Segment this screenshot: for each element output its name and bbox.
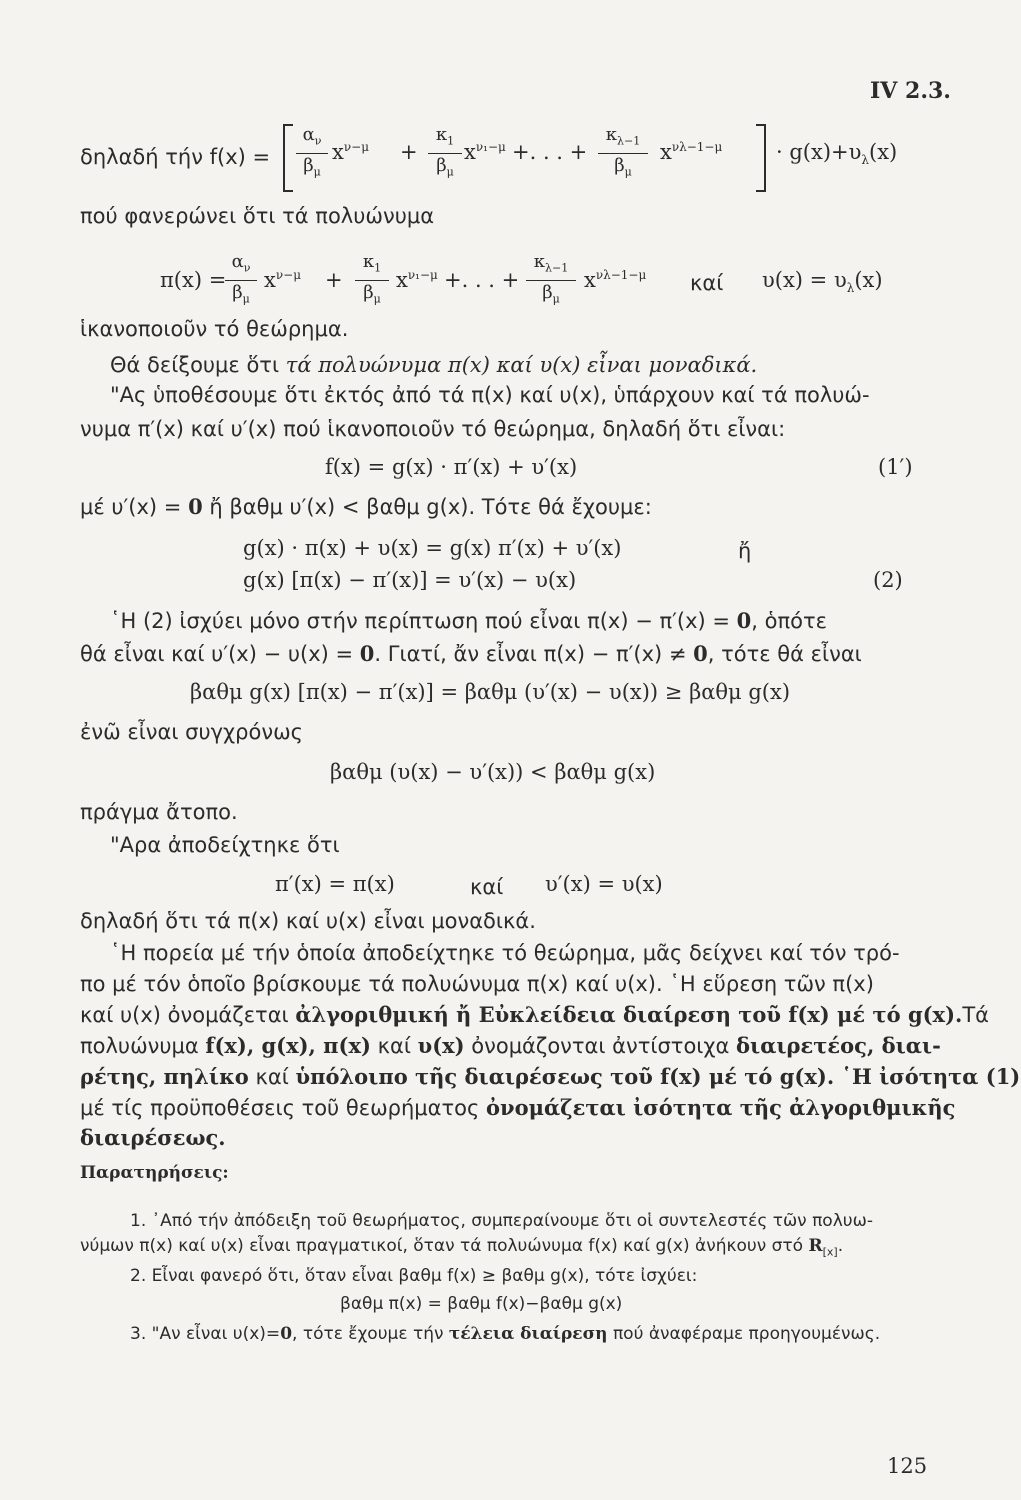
ellipsis: +. . . +	[444, 268, 520, 292]
text-line: νυμα π′(x) καί υ′(x) πού ἱκανοποιοῦν τό θεώρημα, δηλαδή ὅτι εἶναι:	[80, 417, 786, 441]
power-term: $x^{\nu_1-\mu}$	[396, 268, 438, 292]
section-header: IV 2.3.	[870, 78, 951, 104]
equation-label: (2)	[873, 568, 903, 592]
text-line: διαιρέσεως.	[80, 1125, 226, 1150]
remark-2-equation: βαθμ π(x) = βαθμ f(x)−βαθμ g(x)	[340, 1294, 623, 1314]
plus-sign: +	[400, 140, 418, 164]
power-term: $x^{\nu\lambda-1-\mu}$	[660, 140, 723, 164]
text-line: θά εἶναι καί υ′(x) − υ(x) = 0. Γιατί, ἄν εἶναι π(x) − π′(x) ≠ 0, τότε θά εἶναι	[80, 641, 862, 666]
fraction-kappa-lambda-beta: $\frac{\kappa_{\lambda-1}}{\beta_\mu}$	[598, 124, 648, 184]
text-line: πράγμα ἄτοπο.	[80, 800, 238, 824]
equation-suffix: · $g(x)+\upsilon_\lambda(x)$	[776, 140, 898, 168]
equation-label: (1′)	[878, 455, 913, 479]
equation-prefix: δηλαδή τήν f(x) =	[80, 145, 271, 169]
equation-final-upsilon: υ′(x) = υ(x)	[545, 872, 663, 896]
fraction-kappa1-beta: $\frac{\kappa_1}{\beta_\mu}$	[428, 124, 462, 184]
text-line: ρέτης, πηλίκο καί ὑπόλοιπο τῆς διαιρέσεως τοῦ f(x) μέ τό g(x). ῾Η ἰσότητα (1)	[80, 1064, 1021, 1089]
remark-2: 2. Εἶναι φανερό ὅτι, ὅταν εἶναι βαθμ f(x) ≥ βαθμ g(x), τότε ἰσχύει:	[130, 1266, 698, 1286]
power-term: $x^{\nu_1-\mu}$	[464, 140, 506, 164]
remark-1-cont: νύμων π(x) καί υ(x) εἶναι πραγματικοί, ὅταν τά πολυώνυμα f(x) καί g(x) ἀνήκουν στό $R_{[x]}$.	[80, 1236, 844, 1259]
equation-1-prime: f(x) = g(x) · π′(x) + υ′(x)	[325, 455, 578, 479]
remark-3: 3. "Αν εἶναι υ(x)=0, τότε ἔχουμε τήν τέλεια διαίρεση πού ἀναφέραμε προηγουμένως.	[130, 1324, 881, 1344]
equation-degree-1: βαθμ g(x) [π(x) − π′(x)] = βαθμ (υ′(x) − υ(x)) ≥ βαθμ g(x)	[190, 680, 791, 704]
equation-g2: g(x) [π(x) − π′(x)] = υ′(x) − υ(x)	[243, 568, 577, 592]
text-line: δηλαδή ὅτι τά π(x) καί υ(x) εἶναι μοναδικά.	[80, 909, 536, 933]
power-term: $x^{\nu-\mu}$	[332, 140, 369, 164]
power-term: $x^{\nu-\mu}$	[264, 268, 301, 292]
text-line: μέ υ′(x) = 0 ἤ βαθμ υ′(x) < βαθμ g(x). Τότε θά ἔχουμε:	[80, 494, 652, 519]
text-line: πο μέ τόν ὁποῖο βρίσκουμε τά πολυώνυμα π(x) καί υ(x). ῾Η εὕρεση τῶν π(x)	[80, 972, 874, 996]
text-line: μέ τίς προϋποθέσεις τοῦ θεωρήματος ὀνομάζεται ἰσότητα τῆς ἀλγοριθμικῆς	[80, 1095, 956, 1120]
equation-final-pi: π′(x) = π(x)	[275, 872, 395, 896]
left-bracket	[283, 124, 293, 192]
text-line: ῾Η (2) ἰσχύει μόνο στήν περίπτωση πού εἶναι π(x) − π′(x) = 0, ὁπότε	[110, 608, 827, 633]
conjunction: ἤ	[738, 539, 752, 563]
text-line: "Ας ὑποθέσουμε ὅτι ἐκτός ἀπό τά π(x) καί υ(x), ὑπάρχουν καί τά πολυώ-	[110, 383, 870, 407]
remark-1: 1. ᾿Από τήν ἀπόδειξη τοῦ θεωρήματος, συμπεραίνουμε ὅτι οἱ συντελεστές τῶν πολυω-	[130, 1211, 873, 1231]
text-line: ἱκανοποιοῦν τό θεώρημα.	[80, 317, 349, 341]
equation-prefix: π(x) =	[160, 268, 227, 292]
text-line: πού φανερώνει ὅτι τά πολυώνυμα	[80, 204, 435, 228]
conjunction: καί	[690, 271, 724, 295]
text-line: Θά δείξουμε ὅτι τά πολυώνυμα π(x) καί υ(x) εἶναι μοναδικά.	[110, 353, 758, 377]
text-line: "Αρα ἀποδείχτηκε ὅτι	[110, 833, 340, 857]
text-line: πολυώνυμα f(x), g(x), π(x) καί υ(x) ὀνομάζονται ἀντίστοιχα διαιρετέος, διαι-	[80, 1033, 941, 1058]
text-line: ῾Η πορεία μέ τήν ὁποία ἀποδείχτηκε τό θεώρημα, μᾶς δείχνει καί τόν τρό-	[110, 941, 900, 965]
fraction-kappa-lambda-beta: $\frac{\kappa_{\lambda-1}}{\beta_\mu}$	[526, 251, 576, 311]
right-bracket	[756, 124, 766, 192]
conjunction: καί	[470, 875, 504, 899]
equation-degree-2: βαθμ (υ(x) − υ′(x)) < βαθμ g(x)	[330, 760, 656, 784]
fraction-kappa1-beta: $\frac{\kappa_1}{\beta_\mu}$	[355, 251, 389, 311]
page-number: 125	[887, 1454, 928, 1478]
plus-sign: +	[325, 268, 343, 292]
equation-g1: g(x) · π(x) + υ(x) = g(x) π′(x) + υ′(x)	[243, 536, 622, 560]
upsilon-equation: $\upsilon(x) = \upsilon_\lambda(x)$	[762, 268, 883, 296]
text-line: ἐνῶ εἶναι συγχρόνως	[80, 720, 303, 744]
fraction-alpha-beta: $\frac{\alpha_\nu}{\beta_\mu}$	[225, 251, 257, 311]
text-line: καί υ(x) ὀνομάζεται ἀλγοριθμική ἤ Εὐκλείδεια διαίρεση τοῦ f(x) μέ τό g(x).Τά	[80, 1002, 990, 1027]
power-term: $x^{\nu\lambda-1-\mu}$	[584, 268, 647, 292]
ellipsis: +. . . +	[512, 140, 588, 164]
remarks-heading: Παρατηρήσεις:	[80, 1163, 229, 1183]
fraction-alpha-beta: $\frac{\alpha_\nu}{\beta_\mu}$	[296, 124, 328, 184]
